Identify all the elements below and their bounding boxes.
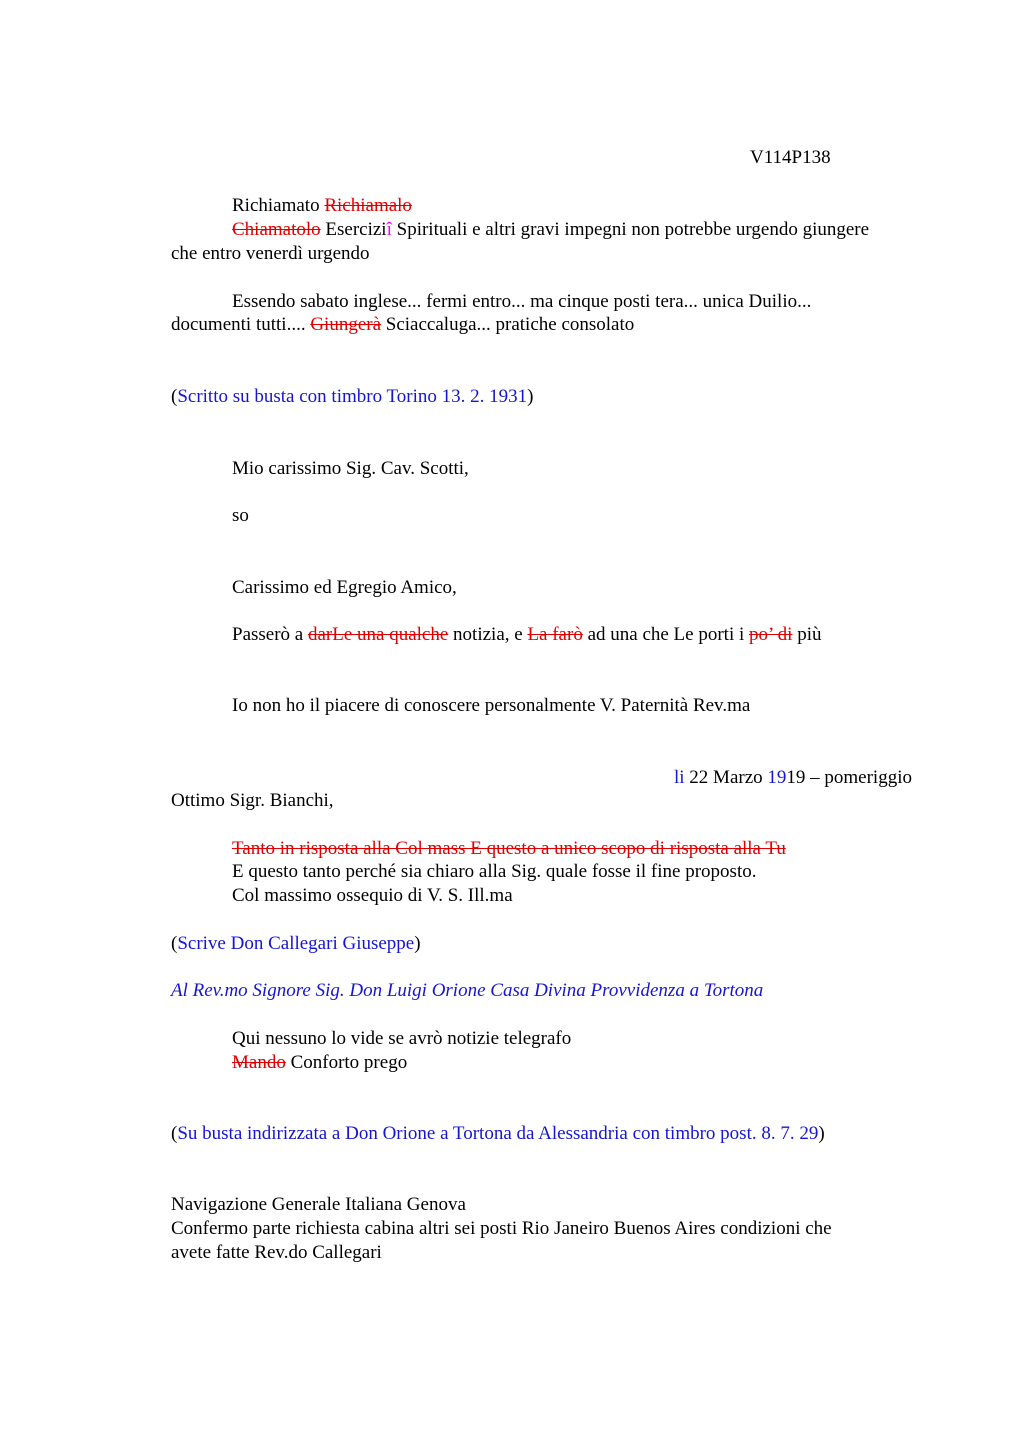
text: Io non ho il piacere di conoscere personalmente V. Paternità Rev.ma — [232, 695, 751, 716]
editorial-note-2 — [171, 932, 421, 956]
document-reference — [750, 146, 831, 170]
paren: ) — [818, 1123, 825, 1144]
b1-line-1 — [232, 194, 412, 218]
text: Navigazione Generale Italiana Genova — [171, 1194, 466, 1215]
b6-greeting — [171, 789, 334, 813]
deleted-text: Giungerà — [310, 314, 382, 335]
text: Ottimo Sigr. Bianchi, — [171, 790, 334, 811]
b2-line-1 — [232, 290, 811, 314]
deleted-text: Tanto in risposta alla Col mass E questo a unico scopo di risposta alla Tu — [232, 838, 786, 859]
editorial-note-1 — [171, 385, 533, 409]
b1-line-2 — [232, 218, 869, 242]
b8-line-1 — [171, 1193, 466, 1217]
editorial-text: 19 — [767, 767, 787, 788]
b6-date — [674, 766, 912, 790]
text: più — [797, 624, 822, 645]
text: Richiamato — [232, 195, 320, 216]
b7-line-2 — [232, 1051, 407, 1075]
note-text: Su busta indirizzata a Don Orione a Tortona da Alessandria con timbro post. 8. 7. 29 — [177, 1123, 819, 1144]
b1-line-3 — [171, 242, 370, 266]
paren: ) — [414, 933, 421, 954]
b2-line-2 — [171, 313, 634, 337]
b6-line-3 — [232, 884, 513, 908]
text: Col massimo ossequio di V. S. Ill.ma — [232, 885, 513, 906]
text: avete fatte Rev.do Callegari — [171, 1242, 382, 1263]
b8-line-2 — [171, 1217, 832, 1241]
text: che entro venerdì urgendo — [171, 243, 370, 264]
deleted-text: Richiamalo — [324, 195, 412, 216]
address-text: Al Rev.mo Signore Sig. Don Luigi Orione Casa Divina Provvidenza a Tortona — [171, 980, 764, 1001]
editorial-text: li — [673, 767, 685, 788]
note-text: Scrive Don Callegari Giuseppe — [177, 933, 415, 954]
text: Conforto prego — [290, 1052, 408, 1073]
note-text: Scritto su busta con timbro Torino 13. 2. 1931 — [177, 386, 528, 407]
text: Essendo sabato inglese... fermi entro... ma cinque posti tera... unica Duilio... — [232, 291, 812, 312]
highlighted-char: î — [386, 219, 392, 240]
text: documenti tutti.... — [171, 314, 306, 335]
paren: ) — [527, 386, 534, 407]
text: E questo tanto perché sia chiaro alla Sig. quale fosse il fine proposto. — [232, 861, 757, 882]
deleted-text: Mando — [232, 1052, 286, 1073]
deleted-text: Chiamatolo — [232, 219, 321, 240]
address-line — [171, 979, 763, 1003]
b4-paragraph — [232, 623, 822, 647]
text: 22 Marzo — [689, 767, 763, 788]
text: Passerò a — [232, 624, 304, 645]
text: Mio carissimo Sig. Cav. Scotti, — [232, 458, 469, 479]
deleted-text: La farò — [527, 624, 583, 645]
text: 19 – pomeriggio — [786, 767, 912, 788]
text: Carissimo ed Egregio Amico, — [232, 577, 457, 598]
text: ad una che Le porti i — [587, 624, 745, 645]
b3-text — [232, 504, 249, 528]
b3-greeting — [232, 457, 469, 481]
editorial-note-3 — [171, 1122, 825, 1146]
deleted-text: po’ di — [749, 624, 793, 645]
paren: ( — [171, 1123, 178, 1144]
reference-code: V114P138 — [750, 147, 831, 168]
paren: ( — [171, 933, 178, 954]
text: Qui nessuno lo vide se avrò notizie telegrafo — [232, 1028, 572, 1049]
text: Esercizi — [325, 219, 387, 240]
text: Sciaccaluga... pratiche consolato — [385, 314, 635, 335]
b7-line-1 — [232, 1027, 571, 1051]
paren: ( — [171, 386, 178, 407]
text: Confermo parte richiesta cabina altri sei posti Rio Janeiro Buenos Aires condizioni che — [171, 1218, 832, 1239]
deleted-text: darLe una qualche — [307, 624, 449, 645]
text: Spirituali e altri gravi impegni non potrebbe urgendo giungere — [396, 219, 870, 240]
b6-deleted-line — [232, 837, 786, 861]
b4-greeting — [232, 576, 457, 600]
b6-line-2 — [232, 860, 756, 884]
text: so — [232, 505, 249, 526]
b8-line-3 — [171, 1241, 382, 1265]
b5-text — [232, 694, 750, 718]
text: notizia, e — [453, 624, 523, 645]
